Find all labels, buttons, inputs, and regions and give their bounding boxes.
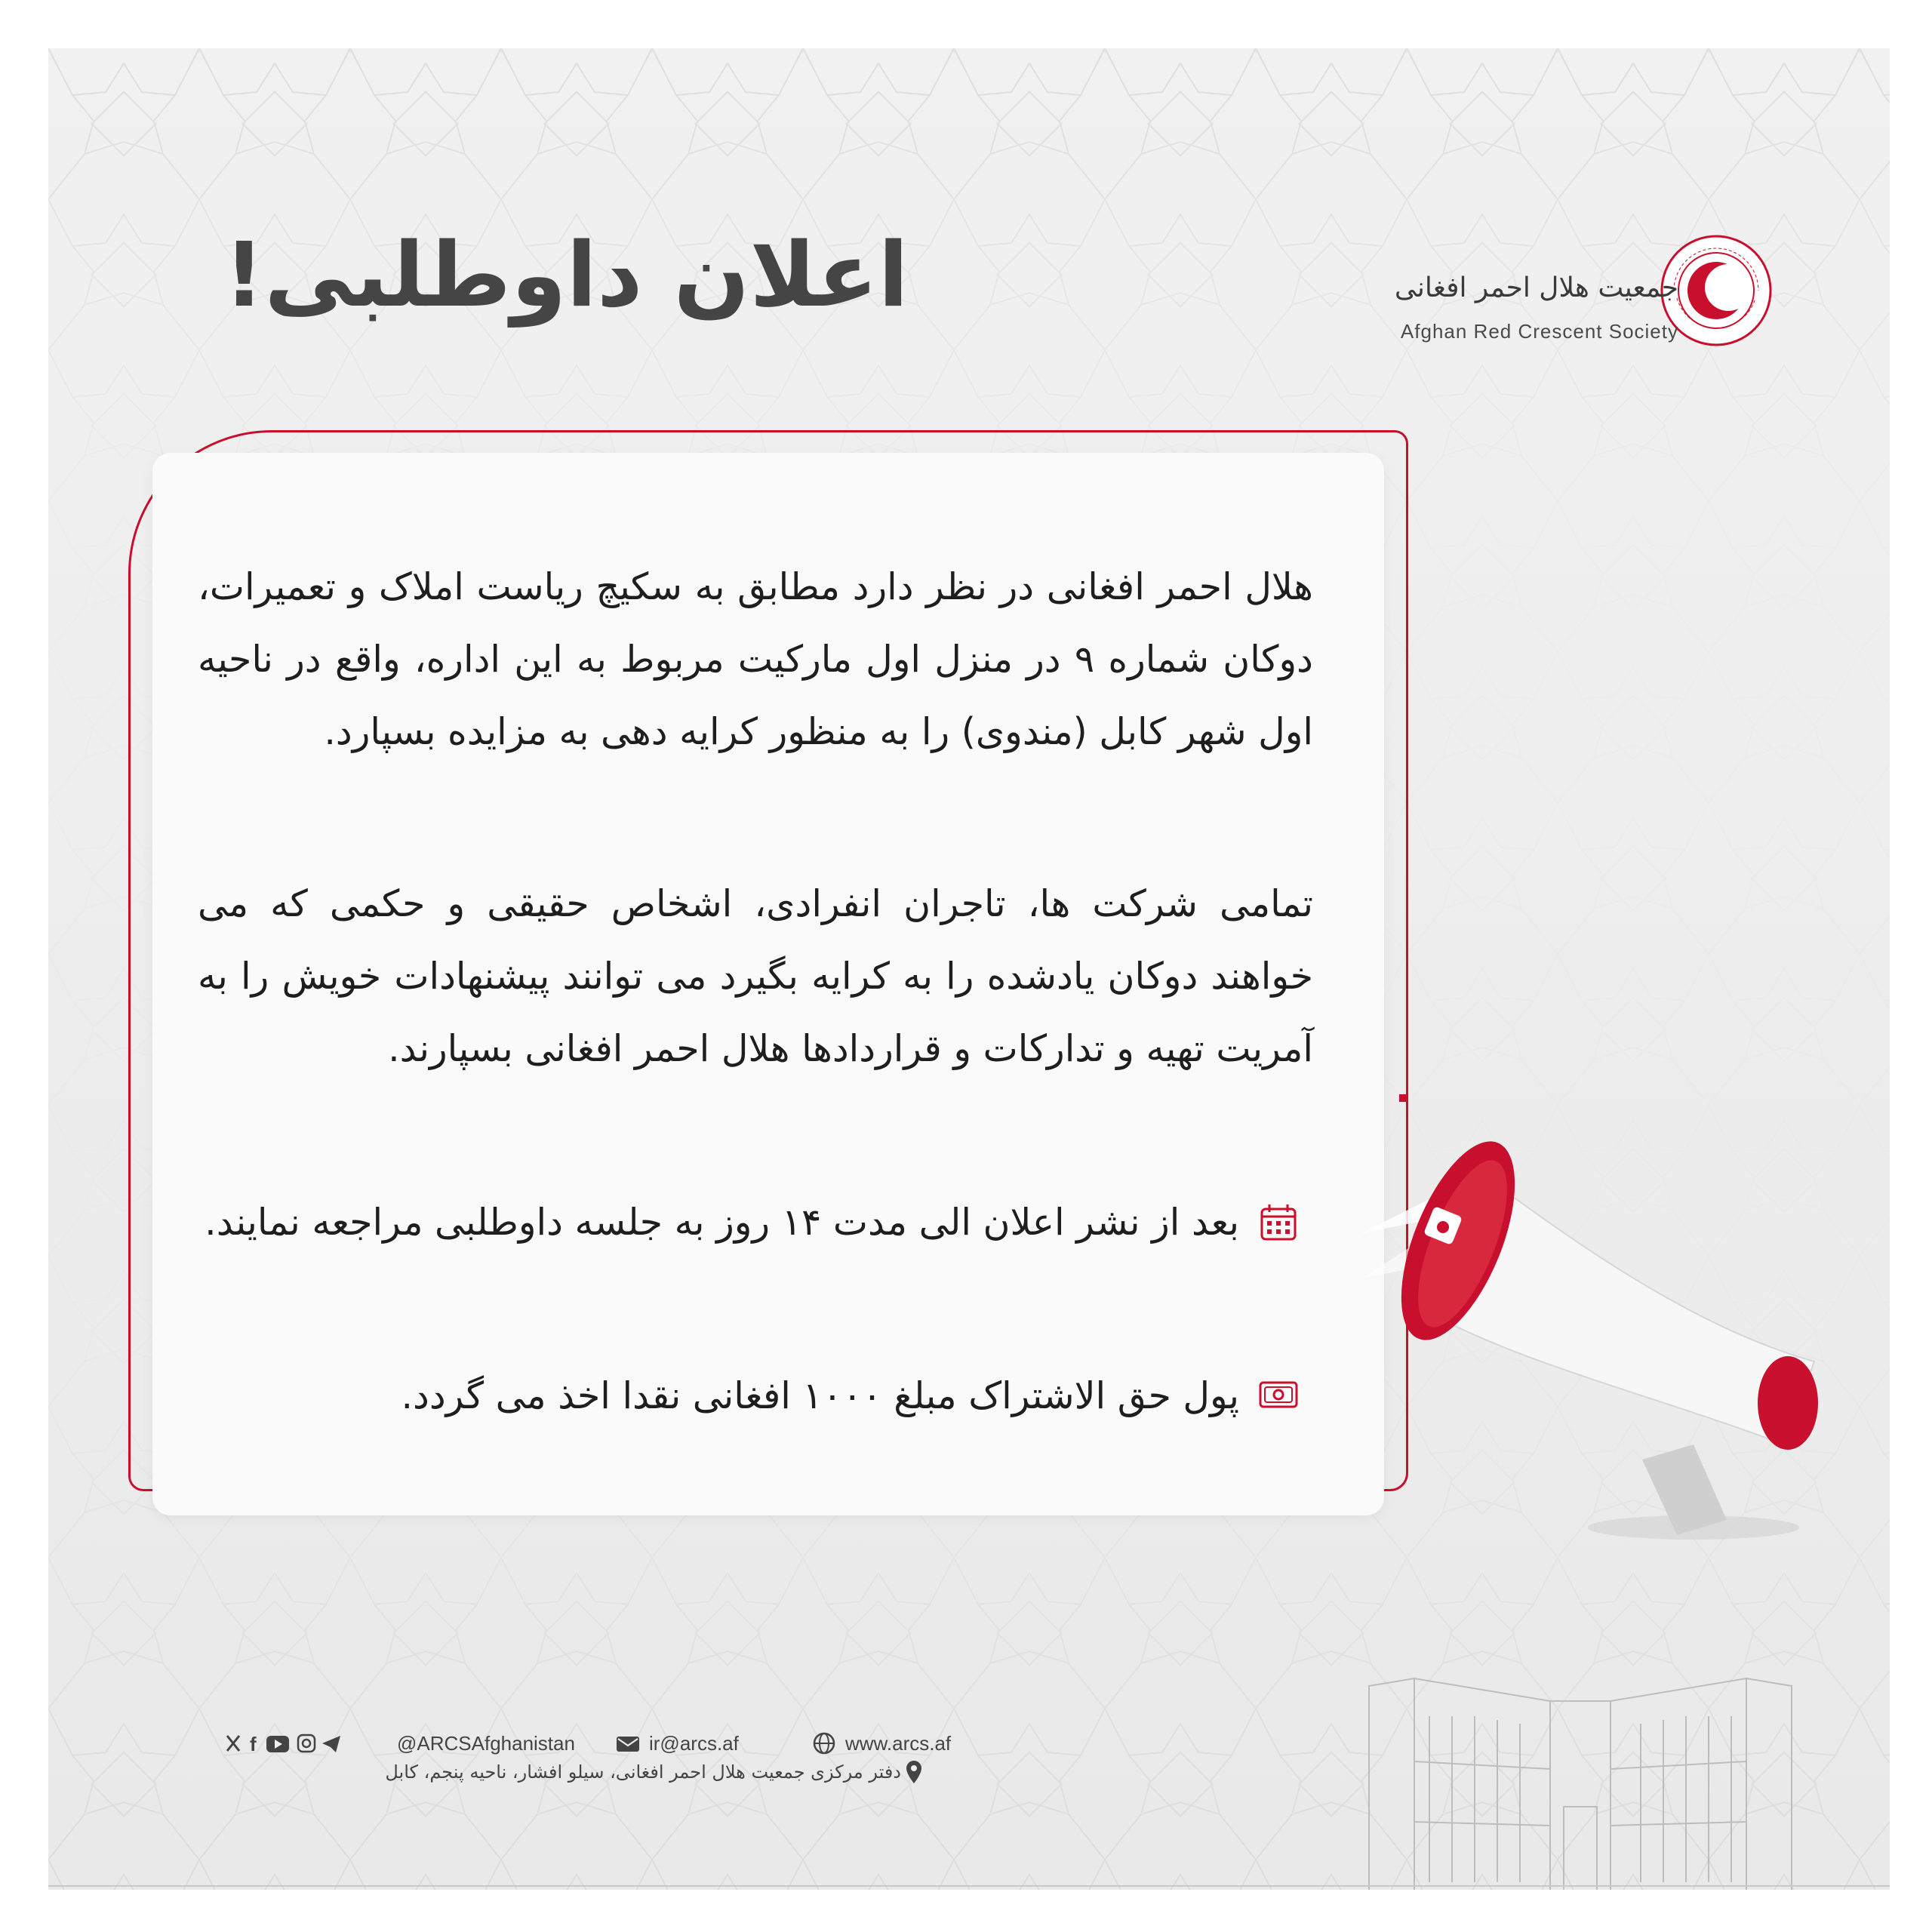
location-pin-icon (906, 1760, 922, 1784)
headquarters-building-outline (1346, 1656, 1814, 1890)
x-icon (227, 1736, 239, 1751)
website-link[interactable]: www.arcs.af (845, 1732, 952, 1755)
email-link[interactable]: ir@arcs.af (649, 1732, 739, 1755)
bullet-fee: پول حق الاشتراک مبلغ ۱۰۰۰ افغانی نقدا اخذ می گردد. (401, 1374, 1239, 1417)
bullet-deadline: بعد از نشر اعلان الی مدت ۱۴ روز به جلسه داوطلبی مراجعه نمایند. (205, 1201, 1239, 1244)
telegram-icon (322, 1736, 340, 1752)
email-icon (616, 1736, 640, 1752)
facebook-icon: f (250, 1733, 257, 1755)
announcement-paragraph-1: هلال احمر افغانی در نظر دارد مطابق به سکیچ ریاست املاک و تعمیرات، دوکان شماره ۹ در منزل اول مارکیت مربوط به این اداره، واقع در ناحیه اول شهر کابل (مندوی) را به منظور کرایه دهی به مزایده بسپارد. (198, 565, 1313, 753)
page-title: اعلان داوطلبی! (223, 223, 909, 327)
org-name-persian: جمعیت هلال احمر افغانی (1394, 272, 1678, 303)
footer-divider (48, 1885, 1890, 1887)
poster-frame (48, 48, 1890, 1890)
office-address: دفتر مرکزی جمعیت هلال احمر افغانی، سیلو افشار، ناحیه پنجم، کابل (385, 1761, 901, 1783)
calendar-icon (1256, 1200, 1301, 1245)
megaphone-icon (1361, 1097, 1829, 1550)
globe-icon (812, 1731, 836, 1755)
youtube-icon (266, 1736, 289, 1752)
social-handle[interactable]: @ARCSAfghanistan (397, 1732, 575, 1755)
org-name-english: Afghan Red Crescent Society (1400, 320, 1678, 343)
announcement-paragraph-2: تمامی شرکت ها، تاجران انفرادی، اشخاص حقیقی و حکمی که می خواهند دوکان یادشده را به کرایه بگیرد می توانند پیشنهادات خویش را به آمریت تهیه و تدارکات و قراردادها هلال احمر افغانی بسپارند. (198, 882, 1313, 1070)
instagram-icon (298, 1735, 315, 1752)
money-icon (1256, 1372, 1301, 1417)
